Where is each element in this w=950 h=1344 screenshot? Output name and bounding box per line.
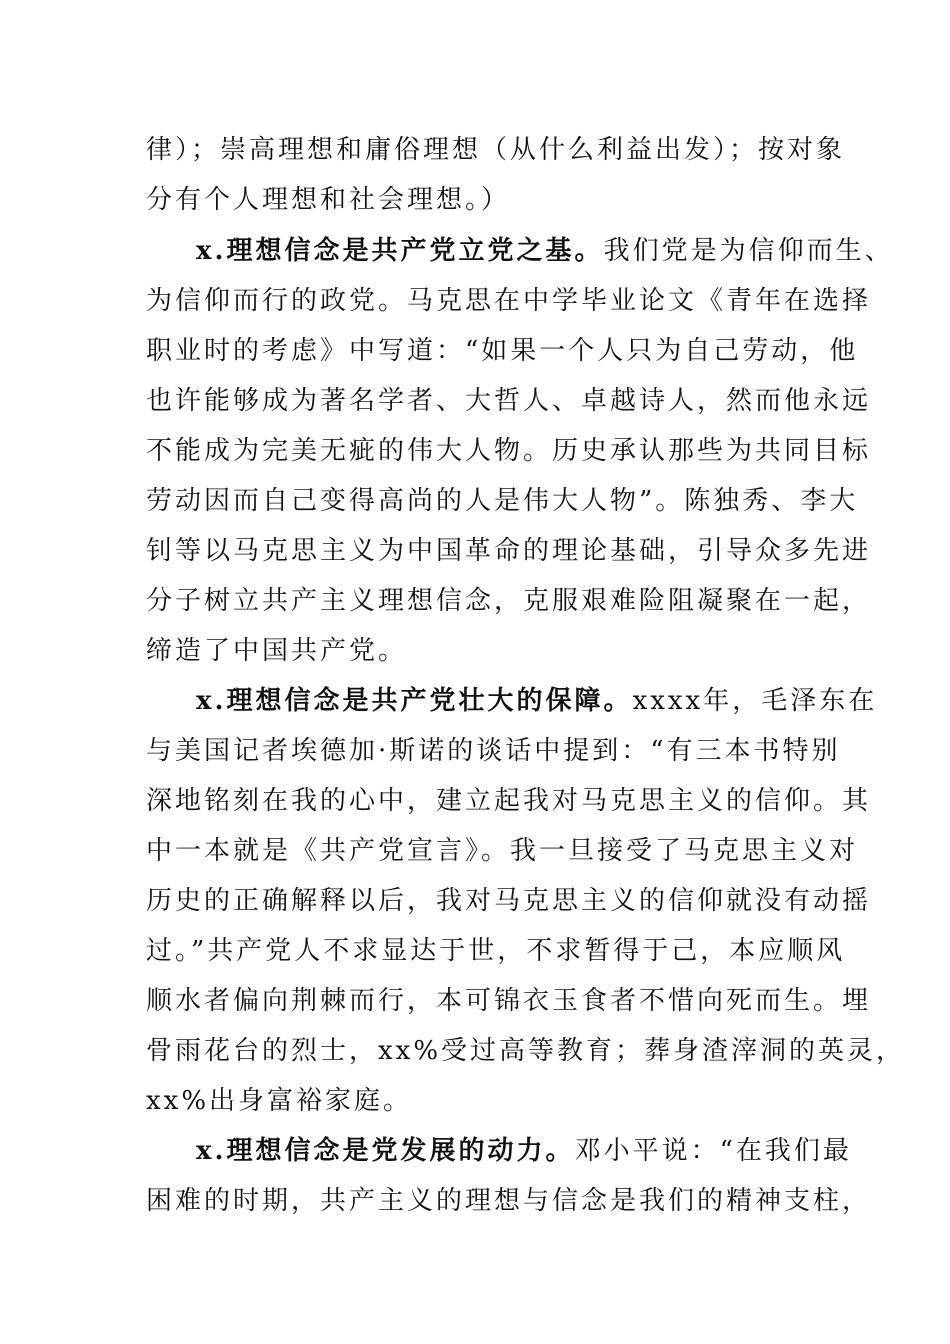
text-line: 过。”共产党人不求显达于世，不求暂得于己，本应顺风 [146,936,846,966]
text-line: 缔造了中国共产党。 [146,636,408,666]
text-span: xxxx年，毛泽东在 [632,686,878,716]
text-line: xx%出身富裕家庭。 [146,1086,413,1116]
text-line: 不能成为完美无疵的伟大人物。历史承认那些为共同目标 [146,436,872,466]
paragraph-2-heading: x.理想信念是共产党壮大的保障。 [196,686,633,716]
paragraph-3-first-line [196,1135,852,1167]
paragraph-1-heading: x.理想信念是共产党立党之基。 [196,236,604,266]
text-line: 分子树立共产主义理想信念，克服艰难险阻凝聚在一起， [146,586,872,616]
text-line: 困难的时期，共产主义的理想与信念是我们的精神支柱， [146,1186,872,1216]
text-line: 钊等以马克思主义为中国革命的理论基础，引导众多先进 [146,536,872,566]
text-span: 我们党是为信仰而生、 [603,236,894,266]
paragraph-2-first-line [196,685,877,717]
text-line: 职业时的考虑》中写道：“如果一个人只为自己劳动，他 [146,336,859,366]
text-line: 为信仰而行的政党。马克思在中学毕业论文《青年在选择 [146,286,872,316]
text-line: 骨雨花台的烈士，xx%受过高等教育；葬身渣滓洞的英灵， [146,1036,906,1066]
text-line: 劳动因而自己变得高尚的人是伟大人物”。陈独秀、李大 [146,486,859,516]
paragraph-3-heading: x.理想信念是党发展的动力。 [196,1136,575,1166]
text-span: 邓小平说：“在我们最 [574,1136,852,1166]
text-line: 分有个人理想和社会理想。） [146,185,511,215]
text-line: 与美国记者埃德加·斯诺的谈话中提到：“有三本书特别 [146,736,841,766]
text-line: 也许能够成为著名学者、大哲人、卓越诗人，然而他永远 [146,386,872,416]
text-line: 律）；崇高理想和庸俗理想（从什么利益出发）；按对象 [146,135,846,165]
text-line: 顺水者偏向荆棘而行，本可锦衣玉食者不惜向死而生。埋 [146,986,872,1016]
paragraph-1-first-line [196,235,894,267]
text-line: 历史的正确解释以后，我对马克思主义的信仰就没有动摇 [146,886,872,916]
text-line: 中一本就是《共产党宣言》。我一旦接受了马克思主义对 [146,836,859,866]
text-line: 深地铭刻在我的心中，建立起我对马克思主义的信仰。其 [146,786,872,816]
